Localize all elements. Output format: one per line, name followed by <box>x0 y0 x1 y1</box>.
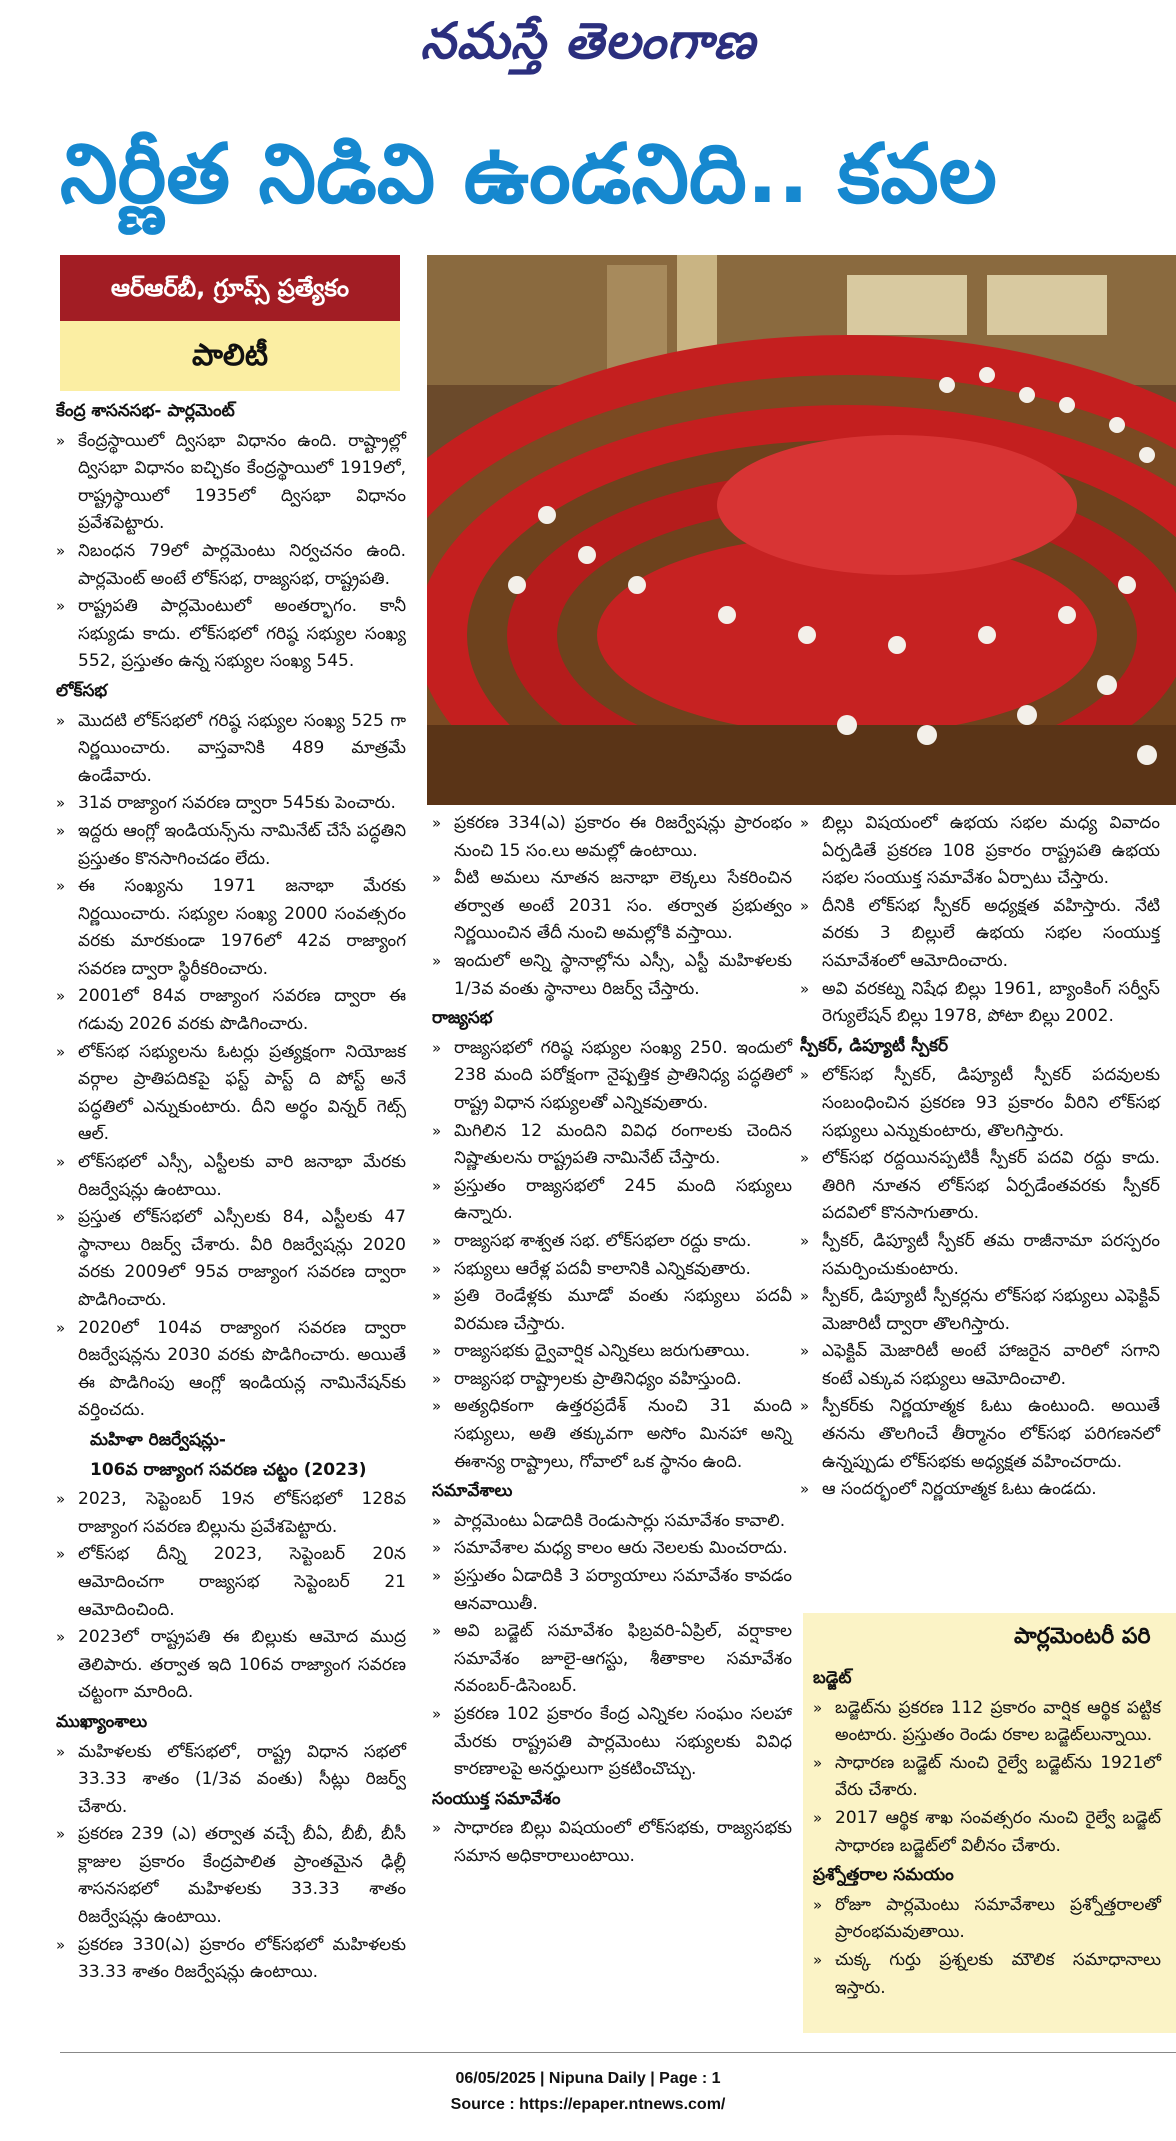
double-chevron-icon: » <box>800 1342 810 1361</box>
list-item-text: సమావేశాల మధ్య కాలం ఆరు నెలలకు మించరాదు. <box>454 1538 788 1559</box>
list-item-text: 2020లో 104వ రాజ్యాంగ సవరణ ద్వారా రిజర్వేషన్లను 2030 వరకు పొడిగించారు. అయితే ఈ పొడిగింపు ఆంగ్లో ఇండియన్ల నామినేషన్‌కు వర్తించదు. <box>78 1317 406 1421</box>
list-item <box>813 1695 1161 1750</box>
double-chevron-icon: » <box>800 1066 810 1085</box>
list-item <box>800 1062 1160 1145</box>
list-item <box>56 1486 406 1541</box>
list-item-text: 2023, సెప్టెంబర్ 19న లోక్‌సభలో 128వ రాజ్యాంగ సవరణ బిల్లును ప్రవేశపెట్టారు. <box>78 1489 406 1537</box>
section-heading: సంయుక్త సమావేశం <box>432 1788 561 1809</box>
list-item-text: బడ్జెట్‌ను ప్రకరణ 112 ప్రకారం వార్షిక ఆర్థిక పట్టిక అంటారు. ప్రస్తుతం రెండు రకాల బడ్జెట్‌లున్నాయి. <box>835 1697 1161 1746</box>
list-item-text: మిగిలిన 12 మందిని వివిధ రంగాలకు చెందిన నిష్ణాతులను రాష్ట్రపతి నామినేట్ చేస్తారు. <box>454 1120 792 1169</box>
masthead: నమస్తే తెలంగాణ <box>420 12 756 70</box>
list-item-text: రాజ్యసభకు ద్వైవార్షిక ఎన్నికలు జరుగుతాయి. <box>454 1341 751 1362</box>
double-chevron-icon: » <box>56 711 66 730</box>
double-chevron-icon: » <box>813 1895 823 1914</box>
double-chevron-icon: » <box>432 1121 442 1140</box>
list-item <box>56 708 406 791</box>
list-item-text: ప్రస్తుతం ఏడాదికి 3 పర్యాయాలు సమావేశం కావడం ఆనవాయితీ. <box>454 1566 792 1614</box>
list-item <box>56 983 406 1038</box>
list-item-text: రాజ్యసభ శాశ్వత సభ. లోక్‌సభలా రద్దు కాదు. <box>454 1230 752 1251</box>
list-item-text: చుక్క గుర్తు ప్రశ్నలకు మౌలిక సమాధానాలు ఇస్తారు. <box>835 1949 1161 1998</box>
list-item <box>432 1118 792 1173</box>
double-chevron-icon: » <box>800 979 810 998</box>
list-item-text: సాధారణ బడ్జెట్ నుంచి రైల్వే బడ్జెట్‌ను 1921లో వేరు చేశారు. <box>835 1752 1161 1801</box>
section-heading: బడ్జెట్ <box>813 1668 852 1688</box>
headline: నిర్ణీత నిడివి ఉండనిది.. కవల <box>60 127 997 222</box>
list-item <box>432 1508 792 1536</box>
section-title: పాలిటీ <box>60 321 400 391</box>
list-item <box>800 1283 1160 1338</box>
list-item <box>800 1338 1160 1393</box>
double-chevron-icon: » <box>813 1753 823 1772</box>
double-chevron-icon: » <box>800 1287 810 1306</box>
section-heading: రాజ్యసభ <box>432 1008 493 1029</box>
list-item <box>800 1476 1160 1504</box>
list-item-text: పార్లమెంటు ఏడాదికి రెండుసార్లు సమావేశం కావాలి. <box>454 1510 786 1531</box>
list-item-text: స్పీకర్‌కు నిర్ణయాత్మక ఓటు ఉంటుంది. అయితే తనను తొలగించే తీర్మానం లోక్‌సభ పరిగణనలో ఉన్నప్పుడు లోక్‌సభకు అధ్యక్షత వహించరాదు. <box>822 1396 1160 1472</box>
double-chevron-icon: » <box>800 1231 810 1250</box>
list-item <box>813 1750 1161 1805</box>
list-item <box>56 790 406 818</box>
section-heading: 106వ రాజ్యాంగ సవరణ చట్టం (2023) <box>90 1459 367 1480</box>
double-chevron-icon: » <box>56 1318 66 1337</box>
list-item <box>56 818 406 873</box>
list-item-text: ఇద్దరు ఆంగ్లో ఇండియన్స్‌ను నామినేట్ చేసే పద్ధతిని ప్రస్తుతం కొనసాగించడం లేదు. <box>78 820 406 869</box>
list-item-text: ప్రకరణ 102 ప్రకారం కేంద్ర ఎన్నికల సంఘం సలహా మేరకు రాష్ట్రపతి పార్లమెంటు సభ్యులకు వివిధ కారణాలపై అనర్హులుగా ప్రకటించొచ్చు. <box>454 1704 792 1780</box>
list-item-text: ప్రకరణ 239 (ఎ) తర్వాత వచ్చే బీఏ, బీబీ, బీసీ క్లాజుల ప్రకారం కేంద్రపాలిత ప్రాంతమైన ఢిల్లీ శాసనసభలో మహిళలకు 33.33 శాతం రిజర్వేషన్లు ఉంటాయి. <box>78 1824 406 1928</box>
list-item <box>56 1739 406 1822</box>
list-item <box>56 1624 406 1707</box>
double-chevron-icon: » <box>56 1935 66 1954</box>
double-chevron-icon: » <box>800 1397 810 1416</box>
section-heading: కేంద్ర శాసనసభ- పార్లమెంట్ <box>56 401 235 421</box>
double-chevron-icon: » <box>800 1480 810 1499</box>
list-item-text: లోక్‌సభలో ఎస్సీ, ఎస్టీలకు వారి జనాభా మేరకు రిజర్వేషన్లు ఉంటాయి. <box>78 1152 406 1200</box>
section-heading: లోక్‌సభ <box>56 680 108 701</box>
section-heading: ప్రశ్నోత్తరాల సమయం <box>813 1865 954 1886</box>
list-item-text: అత్యధికంగా ఉత్తరప్రదేశ్ నుంచి 31 మంది సభ్యులు, అతి తక్కువగా అసోం మినహా అన్ని ఈశాన్య రాష్ట్రాలు, గోవాలో ఒక స్థానం ఉంది. <box>454 1396 792 1472</box>
list-item-text: రాజ్యసభ రాష్ట్రాలకు ప్రాతినిధ్యం వహిస్తుంది. <box>454 1368 742 1389</box>
list-item <box>813 1805 1161 1860</box>
list-item-text: 2001లో 84వ రాజ్యాంగ సవరణ ద్వారా ఈ గడువు 2026 వరకు పొడిగించారు. <box>78 986 406 1035</box>
list-item <box>432 1701 792 1784</box>
list-item <box>813 1892 1161 1947</box>
list-item <box>432 1618 792 1701</box>
list-item <box>800 1228 1160 1283</box>
list-item-text: నిబంధన 79లో పార్లమెంటు నిర్వచనం ఉంది. పార్లమెంట్ అంటే లోక్‌సభ, రాజ్యసభ, రాష్ట్రపతి. <box>78 540 406 589</box>
column-3 <box>800 810 1160 1504</box>
double-chevron-icon: » <box>56 1545 66 1564</box>
double-chevron-icon: » <box>56 1208 66 1227</box>
double-chevron-icon: » <box>813 1950 823 1969</box>
double-chevron-icon: » <box>56 1825 66 1844</box>
column-1 <box>56 396 406 1987</box>
list-item <box>56 538 406 593</box>
sidebar-box-title: పార్లమెంటరీ పరి <box>1014 1624 1151 1649</box>
list-item-text: బిల్లు విషయంలో ఉభయ సభల మధ్య వివాదం ఏర్పడితే ప్రకరణ 108 ప్రకారం రాష్ట్రపతి ఉభయ సభల సంయుక్త సమావేశం ఏర్పాటు చేస్తారు. <box>822 813 1160 889</box>
list-item <box>56 1821 406 1931</box>
list-item-text: ఎఫెక్టివ్ మెజారిటీ అంటే హాజరైన వారిలో సగాని కంటే ఎక్కువ సభ్యులు ఆమోదించాలి. <box>822 1341 1160 1389</box>
list-item <box>432 1283 792 1338</box>
double-chevron-icon: » <box>56 431 66 450</box>
list-item <box>432 1366 792 1394</box>
list-item <box>56 593 406 676</box>
list-item-text: మొదటి లోక్‌సభలో గరిష్ఠ సభ్యుల సంఖ్య 525 గా నిర్ణయించారు. వాస్తవానికి 489 మాత్రమే ఉండేవారు. <box>78 710 406 786</box>
list-item <box>432 1815 792 1870</box>
double-chevron-icon: » <box>432 1038 442 1057</box>
double-chevron-icon: » <box>800 814 810 832</box>
double-chevron-icon: » <box>432 1287 442 1306</box>
double-chevron-icon: » <box>56 1628 66 1647</box>
double-chevron-icon: » <box>56 1042 66 1061</box>
double-chevron-icon: » <box>432 1176 442 1195</box>
double-chevron-icon: » <box>432 1622 442 1641</box>
double-chevron-icon: » <box>56 597 66 616</box>
list-item-text: ప్రకరణ 330(ఎ) ప్రకారం లోక్‌సభలో మహిళలకు 33.33 శాతం రిజర్వేషన్లు ఉంటాయి. <box>78 1934 406 1983</box>
list-item-text: 2017 ఆర్థిక శాఖ సంవత్సరం నుంచి రైల్వే బడ్జెట్ సాధారణ బడ్జెట్‌లో విలీనం చేశారు. <box>835 1807 1161 1856</box>
double-chevron-icon: » <box>432 1369 442 1388</box>
double-chevron-icon: » <box>56 1153 66 1172</box>
parliament-photo <box>427 255 1176 805</box>
section-heading: సమావేశాలు <box>432 1481 513 1502</box>
list-item <box>432 1338 792 1366</box>
list-item-text: సభ్యులు ఆరేళ్ల పదవీ కాలానికి ఎన్నికవుతారు. <box>454 1258 751 1279</box>
list-item-text: రాజ్యసభలో గరిష్ఠ సభ్యుల సంఖ్య 250. ఇందులో 238 మంది పరోక్షంగా నైష్పత్తిక ప్రాతినిధ్య పద్ధతిలో రాష్ట్ర విధాన సభ్యులతో ఎన్నికవుతారు. <box>454 1037 792 1113</box>
list-item-text: ఈ సంఖ్యను 1971 జనాభా మేరకు నిర్ణయించారు. సభ్యుల సంఖ్య 2000 సంవత్సరం వరకు మారకుండా 1976లో 42వ రాజ్యాంగ సవరణ ద్వారా స్థిరీకరించారు. <box>78 876 406 979</box>
list-item-text: రోజూ పార్లమెంటు సమావేశాలు ప్రశ్నోత్తరాలతో ప్రారంభమవుతాయి. <box>835 1894 1161 1943</box>
double-chevron-icon: » <box>56 1742 66 1761</box>
list-item-text: ప్రతి రెండేళ్లకు మూడో వంతు సభ్యులు పదవీ విరమణ చేస్తారు. <box>454 1286 792 1334</box>
list-item <box>56 873 406 983</box>
list-item <box>800 893 1160 976</box>
section-heading: స్పీకర్, డిప్యూటీ స్పీకర్ <box>800 1035 949 1056</box>
list-item <box>800 810 1160 893</box>
list-item-text: దీనికి లోక్‌సభ స్పీకర్ అధ్యక్షత వహిస్తారు. నేటి వరకు 3 బిల్లులే ఉభయ సభల సంయుక్త సమావేశంలో ఆమోదించారు. <box>822 895 1160 971</box>
list-item <box>432 1535 792 1563</box>
list-item-text: 31వ రాజ్యాంగ సవరణ ద్వారా 545కు పెంచారు. <box>78 793 396 814</box>
list-item <box>432 865 792 948</box>
double-chevron-icon: » <box>432 1819 442 1838</box>
footer-source-line: Source : https://epaper.ntnews.com/ <box>450 2096 726 2113</box>
list-item-text: వీటి అమలు నూతన జనాభా లెక్కలు సేకరించిన తర్వాత అంటే 2031 సం. తర్వాత ప్రభుత్వం నిర్ణయించిన తేదీ నుంచి అమల్లోకి వస్తాయి. <box>454 868 792 944</box>
list-item <box>56 1932 406 1987</box>
list-item-text: కేంద్రస్థాయిలో ద్విసభా విధానం ఉంది. రాష్ట్రాల్లో ద్విసభా విధానం ఐచ్ఛికం కేంద్రస్థాయిలో 1919లో, రాష్ట్రస్థాయిలో 1935లో ద్విసభా విధానం ప్రవేశపెట్టారు. <box>78 430 406 534</box>
list-item <box>56 1541 406 1624</box>
list-item-text: ప్రకరణ 334(ఎ) ప్రకారం ఈ రిజర్వేషన్లు ప్రారంభం నుంచి 15 సం.లు అమల్లో ఉంటాయి. <box>454 813 792 861</box>
column-2 <box>432 810 792 1871</box>
double-chevron-icon: » <box>800 896 810 915</box>
double-chevron-icon: » <box>432 1511 442 1530</box>
list-item-text: ప్రస్తుతం రాజ్యసభలో 245 మంది సభ్యులు ఉన్నారు. <box>454 1175 792 1224</box>
list-item <box>432 810 792 865</box>
double-chevron-icon: » <box>432 951 442 970</box>
list-item <box>432 1228 792 1256</box>
footer-rule <box>60 2052 1176 2053</box>
list-item <box>800 976 1160 1031</box>
list-item-text: లోక్‌సభ రద్దయినప్పటికీ స్పీకర్ పదవి రద్దు కాదు. తిరిగి నూతన లోక్‌సభ ఏర్పడేంతవరకు స్పీకర్ పదవిలో కొనసాగుతారు. <box>822 1148 1160 1224</box>
double-chevron-icon: » <box>813 1698 823 1717</box>
list-item-text: రాష్ట్రపతి పార్లమెంటులో అంతర్భాగం. కానీ సభ్యుడు కాదు. లోక్‌సభలో గరిష్ఠ సభ్యుల సంఖ్య 552, ప్రస్తుతం ఉన్న సభ్యుల సంఖ్య 545. <box>78 596 406 672</box>
list-item-text: స్పీకర్, డిప్యూటీ స్పీకర్ తమ రాజీనామా పరస్పరం సమర్పించుకుంటారు. <box>822 1230 1160 1279</box>
section-heading: మహిళా రిజర్వేషన్లు- <box>90 1429 226 1450</box>
double-chevron-icon: » <box>432 1539 442 1558</box>
list-item <box>56 1039 406 1149</box>
list-item-text: లోక్‌సభ సభ్యులను ఓటర్లు ప్రత్యక్షంగా నియోజక వర్గాల ప్రాతిపదికపై ఫస్ట్ పాస్ట్ ది పోస్ట్ అనే పద్ధతిలో ఎన్నుకుంటారు. దీని అర్థం విన్నర్ గెట్స్ ఆల్. <box>78 1041 406 1145</box>
list-item-text: ప్రస్తుత లోక్‌సభలో ఎస్సీలకు 84, ఎస్టీలకు 47 స్థానాలు రిజర్వ్ చేశారు. వీరి రిజర్వేషన్లు 2020 వరకు 2009లో 95వ రాజ్యాంగ సవరణ ద్వారా పొడిగించారు. <box>78 1207 406 1310</box>
double-chevron-icon: » <box>56 987 66 1006</box>
list-item <box>432 1563 792 1618</box>
list-item <box>56 1204 406 1314</box>
double-chevron-icon: » <box>432 1567 442 1586</box>
list-item <box>800 1393 1160 1476</box>
list-item-text: స్పీకర్, డిప్యూటీ స్పీకర్లను లోక్‌సభ సభ్యులు ఎఫెక్టివ్ మెజారిటీ ద్వారా తొలగిస్తారు. <box>822 1286 1160 1334</box>
double-chevron-icon: » <box>432 869 442 888</box>
double-chevron-icon: » <box>432 1397 442 1416</box>
double-chevron-icon: » <box>432 1259 442 1278</box>
list-item-text: లోక్‌సభ స్పీకర్, డిప్యూటీ స్పీకర్ పదవులకు సంబంధించిన ప్రకరణ 93 ప్రకారం వీరిని లోక్‌సభ సభ్యులు ఎన్నుకుంటారు, తొలగిస్తారు. <box>822 1065 1160 1141</box>
list-item <box>432 1256 792 1284</box>
double-chevron-icon: » <box>56 541 66 560</box>
double-chevron-icon: » <box>800 1149 810 1168</box>
list-item-text: అవి బడ్జెట్ సమావేశం ఫిబ్రవరి-ఏప్రిల్, వర్షాకాల సమావేశం జూలై-ఆగస్టు, శీతాకాల సమావేశం నవంబర్-డిసెంబర్. <box>454 1621 792 1697</box>
list-item-text: లోక్‌సభ దీన్ని 2023, సెప్టెంబర్ 20న ఆమోదించగా రాజ్యసభ సెప్టెంబర్ 21 ఆమోదించింది. <box>78 1544 406 1620</box>
list-item <box>56 428 406 538</box>
list-item-text: మహిళలకు లోక్‌సభలో, రాష్ట్ర విధాన సభలో 33.33 శాతం (1/3వ వంతు) సీట్లు రిజర్వ్ చేశారు. <box>78 1741 406 1817</box>
list-item-text: ఇందులో అన్ని స్థానాల్లోను ఎస్సీ, ఎస్టీ మహిళలకు 1/3వ వంతు స్థానాలు రిజర్వ్ చేస్తారు. <box>454 950 792 999</box>
list-item <box>432 1173 792 1228</box>
column-4 <box>813 1663 1161 2002</box>
list-item <box>432 1393 792 1476</box>
double-chevron-icon: » <box>432 1342 442 1361</box>
footer-date-line: 06/05/2025 | Nipuna Daily | Page : 1 <box>455 2070 721 2087</box>
list-item-text: 2023లో రాష్ట్రపతి ఈ బిల్లుకు ఆమోద ముద్ర తెలిపారు. తర్వాత ఇది 106వ రాజ్యాంగ సవరణ చట్టంగా మారింది. <box>78 1627 406 1703</box>
double-chevron-icon: » <box>432 1231 442 1250</box>
list-item <box>800 1145 1160 1228</box>
double-chevron-icon: » <box>56 794 66 813</box>
list-item <box>56 1315 406 1425</box>
list-item-text: సాధారణ బిల్లు విషయంలో లోక్‌సభకు, రాజ్యసభకు సమాన అధికారాలుంటాయి. <box>454 1818 792 1866</box>
double-chevron-icon: » <box>432 1705 442 1723</box>
list-item-text: అవి వరకట్న నిషేధ బిల్లు 1961, బ్యాంకింగ్ సర్వీస్ రెగ్యులేషన్ బిల్లు 1978, పోటా బిల్లు 2002. <box>822 978 1160 1027</box>
double-chevron-icon: » <box>56 821 66 840</box>
double-chevron-icon: » <box>813 1808 823 1827</box>
list-item <box>432 948 792 1003</box>
double-chevron-icon: » <box>56 1490 66 1509</box>
list-item-text: ఆ సందర్భంలో నిర్ణయాత్మక ఓటు ఉండదు. <box>822 1479 1097 1500</box>
list-item <box>813 1947 1161 2002</box>
list-item <box>432 1035 792 1118</box>
section-heading: ముఖ్యాంశాలు <box>56 1711 148 1732</box>
double-chevron-icon: » <box>432 814 442 832</box>
parliament-chamber-illustration <box>427 255 1176 805</box>
double-chevron-icon: » <box>56 877 66 896</box>
section-banner: ఆర్ఆర్‌బీ, గ్రూప్స్ ప్రత్యేకం <box>60 255 400 321</box>
list-item <box>56 1149 406 1204</box>
